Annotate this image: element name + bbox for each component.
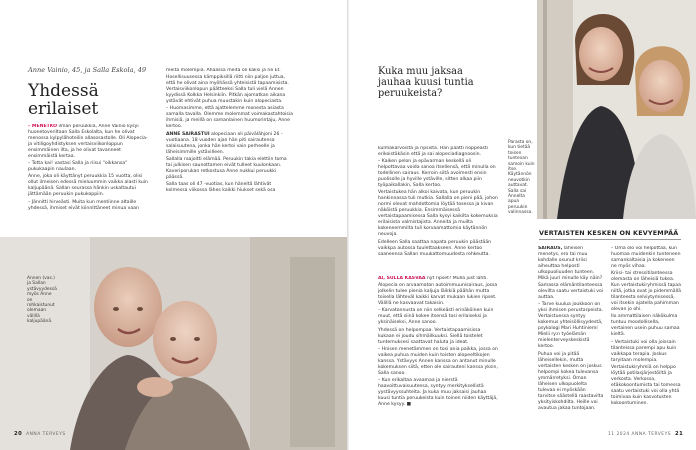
paragraph: Kriisi- tai stressitilanteessa olemasta on läheisiä tukea. Kun vertaistukiryhmissä tapaa niitä, jotka ovat jo pidemmällä tilanteesta selviytymisessä, voi itsekin ajatella pahimman olevan jo ohi.	[611, 271, 681, 313]
magazine-name: 11 2024 ANNA TERVEYS	[608, 432, 672, 437]
paragraph: Hosellisuusessa kämppiksillä riitti niin paljon juttua, että he olivat aina myöhässä yhteisistä tapaamisista. Vertaisviikonlopun päätteeksi Salla tuli vielä Annen kyydissä Kolkka Helsinkiin. Pitkän ajomatkan aikana ystävät ehtivät puhua muustakin kuin alopeciasta.	[166, 75, 289, 105]
sidebar-heading: VERTAISTEN KESKEN ON KEVYEMPÄÄ	[539, 229, 679, 237]
paragraph: – MENETKÖ ilman peruukkia, Anne Vainio kysyi huonetoveriltaan Salla Eskolalta, kun he olivat menossa kylpylähoteilin allasosastolle. Oli Alopecia- ja vitiligoyhdistyksen vertaisviikonloppun ensimmäinen ilta, ja he olivat tavanneet ensimmäistä kertaa.	[28, 124, 148, 159]
paragraph: Samassa elämäntilanteessa olevilta saatu vertaistuki voi auttaa.	[538, 283, 604, 301]
article-byline: Anne Vainio, 45, ja Salla Eskola, 49	[28, 66, 147, 74]
paragraph: Sallalla raajoitti elämää. Peruukin takia elettiin toma tai julkisen saunottamen eivät tulleet kuulonkaan. Kaveriporukan retkostusa Anne nukkui peruukki päässä.	[166, 156, 287, 180]
left-column-1	[28, 124, 150, 242]
paragraph: Yhdessä on helpompaa. Vertaistapaamisissa kukaan ei joudu sihmäilkuuksi. Siellä toistelet tuntemuksesi saattavat haluta ja ideat.	[378, 327, 483, 345]
paragraph: – Oma olo voi helpottaa, kun huomaa muidenkin tunteneen samankaltaisia ja kokeneen ne myös vihaa.	[611, 246, 681, 269]
sidebar-column-2	[611, 246, 681, 420]
paragraph: Salla taas oli 47 -vuotias, kun häneltä lähtivät kolmessa viikossa lähes kaikki hiukset sekä osa	[166, 181, 276, 193]
paragraph: – Totta kai! vastasi Salla ja riisui "oikkansa" pukukaapin naulaan.	[28, 161, 128, 173]
paragraph: AI, SULLA KASVAA nyt ripset? Mulla just lähti.	[378, 276, 488, 281]
paragraph: – Huomasimme, että ajattelemme monesta asiasta samalla tavalla. Olemme molemmat voimakastahtoisia ihmisiä, ja meillä on samanlainen huumorintaju, Anne kertoo.	[166, 106, 293, 130]
paragraph: Anne, joka oli käyttänyt peruukkia 15 vuotta, olisi ollut ilmeisen edessä mieluummin vaikka alasti kuin kaljupäänä. Sallan seurassa hänkin uskaltautui jättämään peruukin pukukoppiin.	[28, 174, 148, 198]
sidebar-column-1	[538, 246, 604, 420]
page-number: 21	[674, 431, 684, 437]
paragraph: Vertaistukea hän alkoi kaivata, kun peruukin hankinnassa tuli mutkia. Sallalla on pieni pää, johon normi olevat mahdottomia löytää tosessa ja kivan näköistä peruukkia. Ensimmäisessä vertaistapaamisessa Salla kysyi kaikilta kokemuksia erilaisista valmistajista. Anneita ja muilta kokeneemmilta tuli korvaamattomia käytännön neuvoja.	[378, 190, 498, 238]
left-column-2	[166, 68, 294, 236]
photo-mirror-reflection	[537, 0, 696, 219]
photo-two-women-smiling	[0, 237, 347, 450]
paragraph: Edelleen Salla saattaa napata peruukin päästään vaikkpa autossa tuulettaakseen. Anne kertoo saaneensa Sallan muukattomuudesta rohkeutta.	[378, 239, 492, 257]
page-footer-right	[608, 431, 685, 437]
sidebar-divider	[539, 239, 681, 240]
magazine-name: ANNA TERVEYS	[26, 432, 66, 437]
paragraph: Puhua voi ja pitää läheisellekin, mutta vertaisten kesken on joskus helpompi kokea tulevansa ymmärretyksi. Oman läheisen ulkopuolelta tulevaa ei myöskään tarvitse säästellä raastavilta yksityiskohdilta. Heille voi avautua jakaa tuntojaan.	[538, 351, 604, 411]
paragraph: – Kun erikaltaa avaamaa ja nierstä haavoittuvaisuutensa, syntyy merkityksellistä yystävyyssuhteita. Ja kuka muu jaksaisi jauhaa kuusi tuntia peruukeista kuin toinen niiden käyttäjä, Anne kysyy. ■	[378, 377, 498, 407]
paragraph: Ilo ammattilaisen näkökulma tuntuu moodollisella, vertainen usein puhuu samaa kieltä.	[611, 314, 680, 338]
paragraph: – Jännitti hirveästi. Muita kun mentiinne altaille yhdessä, ihmiset eivät kiinnittäneet minua vaan	[28, 199, 139, 211]
paragraph: meitä molempia. Ahaassa meitä oli kaksi ja ne Et.	[166, 68, 281, 73]
article-headline: Yhdessä erilaiset	[28, 81, 99, 119]
pull-quote-headline: Kuka muu jaksaa jauhaa kuusi tuntia peruukeista?	[378, 66, 474, 99]
photo-caption-left: Annen (vas.) ja Sallan ystävyydessä myös Anne on rohkaistunut olemaan välillä kaljupäänä.	[27, 276, 57, 325]
right-column-1	[378, 146, 498, 270]
article-end-mark: ■	[406, 401, 411, 407]
paragraph: ANNE SAIRASTUI alopeciaan oli päivälähjoni 26 -vuotiaana. 18 vuoden ajan hän piti sairautensa salaisuutena, jonka hän kertoi vain perheelle ja läheisimmille ystävilleen.	[166, 131, 283, 155]
paragraph: – Karvatonnusta on niin selkeästi erinäköinen kuin muut, että siinä kokee itsensä tosi erilaiseksi ja yksinäiseksi, Anne sanoo.	[378, 308, 494, 326]
right-column-2	[378, 276, 498, 420]
paragraph: kulmakarvoista ja ripsistä. Hän päätti noppeasti erikoistäkäsin että ja sai alopeciadiagnoosin.	[378, 146, 488, 157]
paragraph: – Vertaistuki voi olla joissain tilanteissa parempi apu kuin vaikkapa terapia. Joskus taryitaan molempia.	[611, 339, 677, 363]
paragraph: Vertaistukiryhmiä on helppo löytää potilasjärjestöiltä ja verkosta. Verkossa, etäkokoontumista tai tomessa saatu vertaistuki voi olla yhtä toimivaa kuin kasvotusten kokoontuminen.	[611, 364, 681, 406]
paragraph: Alopecia on arvaamaton autoimmuunisairaus, jossa jolkelin tulee pienia kaljuja läikkiä päähän mutta toisella lähteväl kaikki karvat mukaan lukien ripset. Välillä ne kasvaavat takaisin.	[378, 283, 498, 307]
paragraph: – Hnisen menetämmen on tosi ania paikka, jossa on vaikea puhua muiden kuin toisten alopeeltikojen kanssa. Ystävyys Annen kanssa on antanut minulle kokemuksen siitä, etten ole sairauteni kanssa yksin, Salla sanoo.	[378, 346, 498, 376]
page-footer-left	[14, 431, 66, 437]
photo-caption-right: Parasta on, kun tietää toisen tuntevan samoin kuin itse. Käytännön neuvotkin auttavat. Salla sai Annelta apua peruukin valinnassa.	[508, 140, 535, 216]
photo-illustration	[537, 0, 696, 219]
paragraph: SAIRAUS, läheisen menetys, ero tai muu kohdalle osunut kriisi aiheuttaa helposti ulkopuoliuuden tunteen. Mikä juuri minulle käy näin?	[538, 246, 603, 281]
paragraph: – Tarve kuulua joukkoon on yksi ihmisen perustarpeista. Vertaistuessa syntyy kokemus yhteisöllisyydestä, psykologi Mari Huhtiniemi Mielii ry:n työelämän mielenterveyskeskistä kertoo.	[538, 302, 603, 350]
photo-illustration	[0, 237, 347, 450]
page-number: 20	[14, 431, 23, 437]
paragraph: – Kaiken pelon ja epävarman keskellä oli helpottavaa voida sanoa itsellensä, että minulla on todellinen sairaus. Kerroin siitä avoimesti ensin puolisolle ja hyville ystäville, sitten alkaa piin työpaikallakin, Salla kertoo.	[378, 159, 496, 189]
